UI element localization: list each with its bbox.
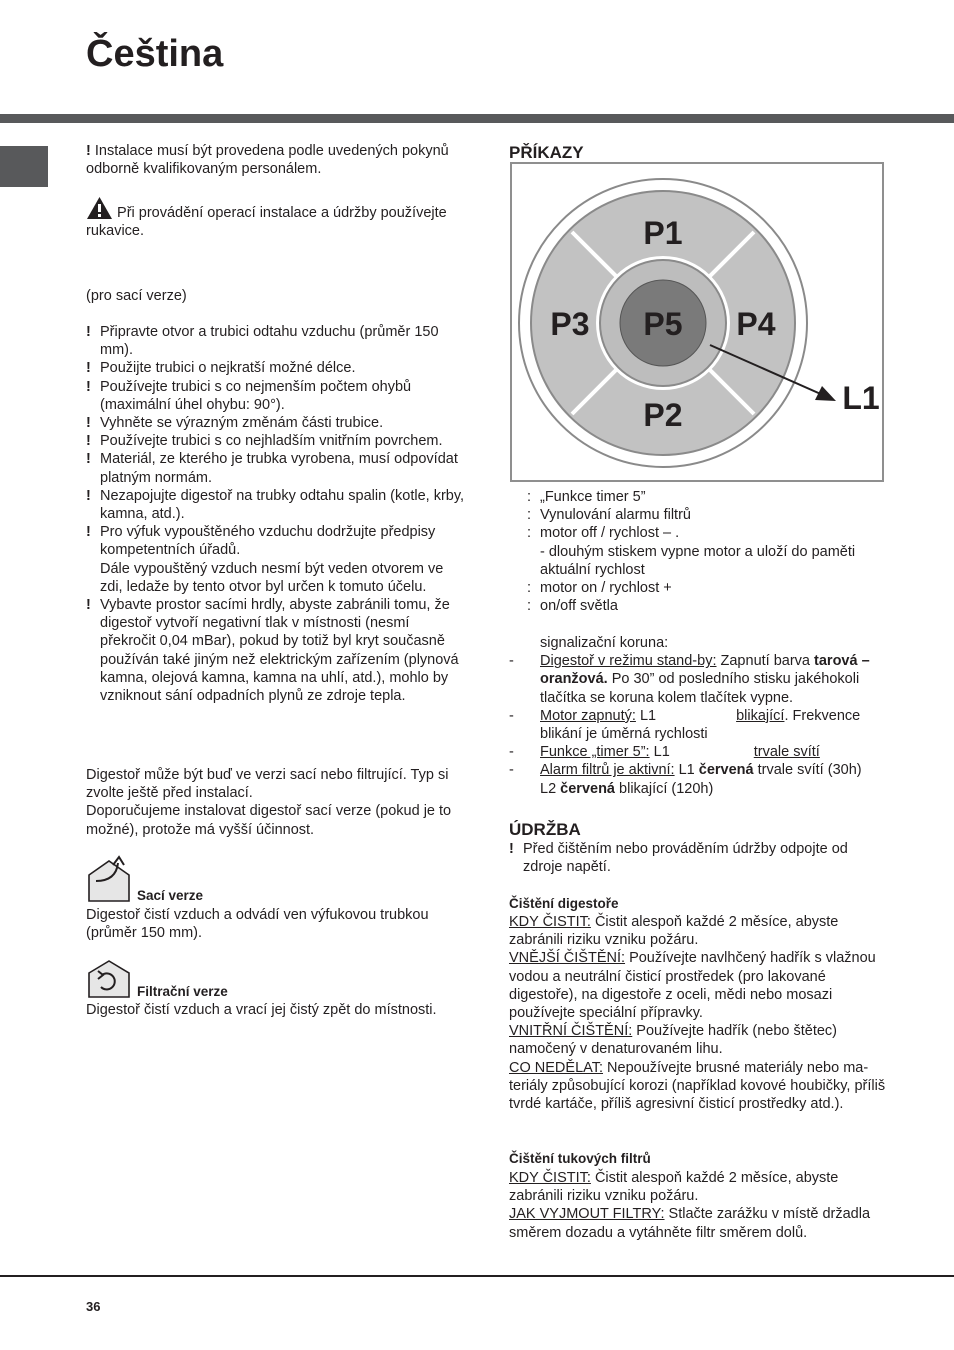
suction-version-title: Sací verze: [137, 888, 204, 903]
button-p4: P4: [736, 306, 776, 342]
list-item: - Funkce „timer 5”: L1 trvale svítí: [509, 744, 820, 761]
list-item: ! Připravte otvor a trubici odtahu vzduchu (průměr 150 mm).: [86, 324, 439, 359]
button-p1: P1: [643, 215, 683, 251]
installation-list: [86, 323, 466, 705]
hood-cleaning-text: KDY ČISTIT: Čistit alespoň každé 2 měsíce, abyste zabránili riziku vzniku požáru. VNĚJŠÍ ČIŠTĚNÍ: Používejte navlhčený hadřík s vlažnou vodou a neutrální čisticí prostředek (pro lakované digestoře), na digestoře z oceli, mědi nebo mosazi používejte speciální přípravky. VNITŘNÍ ČIŠTĚNÍ: Používejte hadřík (nebo štětec) namočený v denaturovaném lihu. CO NEDĚLAT: Nepoužívejte brusné materiály nebo ma- teriály způsobující korozi (například kovové houbičky, příliš tvrdé kartáče, příliš agresivní čisticí prostředky atd.).: [509, 914, 886, 1113]
list-item: : on/off světla: [527, 598, 618, 615]
grease-filter-text: KDY ČISTIT: Čistit alespoň každé 2 měsíce, abyste zabránili riziku vzniku požáru. JAK VYJMOUT FILTRY: Stlačte zarážku v místě držadla směrem dozadu a vytáhněte filtr směrem dolů.: [509, 1170, 871, 1241]
list-item: : Vynulování alarmu filtrů: [527, 507, 691, 524]
list-item: : motor off / rychlost – .: [527, 525, 680, 542]
maintenance-warning: ! Před čištěním nebo prováděním údržby odpojte od zdroje napětí.: [509, 841, 848, 876]
warning-icon: [86, 196, 113, 220]
suction-version-text: Digestoř čistí vzduch a odvádí ven výfukovou trubkou (průměr 150 mm).: [86, 907, 429, 942]
control-panel-diagram: [510, 162, 884, 482]
page-title: Čeština: [86, 33, 224, 75]
gloves-paragraph: Při provádění operací instalace a údržby používejte rukavice.: [86, 196, 466, 240]
page-number: 36: [86, 1299, 101, 1314]
list-item: Dále vypouštěný vzduch nesmí být veden otvorem ve zdi, ledaže by tento otvor byl určen k tomuto účelu.: [100, 560, 444, 595]
list-item: - Digestoř v režimu stand-by: Zapnutí barva tarová – oranžová. Po 30” od posledního stisku jakéhokoli tlačítka se koruna kolem tlačítek vypne.: [509, 653, 870, 706]
header-bar: [0, 114, 954, 123]
list-item: ! Vyhněte se výrazným změnám části trubice.: [86, 415, 384, 432]
signal-section: [509, 634, 889, 798]
list-item: : motor on / rychlost +: [527, 579, 672, 596]
maintenance-title: ÚDRŽBA: [509, 820, 581, 839]
list-item: - Motor zapnutý: L1 blikající. Frekvence blikání je úměrná rychlosti: [509, 707, 861, 743]
language-tab: [0, 146, 48, 187]
hood-cleaning-title: Čištění digestoře: [509, 896, 619, 911]
footer-line: [0, 1275, 954, 1277]
button-p2: P2: [643, 397, 683, 433]
list-item: ! Používejte trubici s co nejhladším vnitřním povrchem.: [86, 433, 443, 450]
list-item: ! Používejte trubici s co nejmenším počtem ohybů (maximální úhel ohybu: 90°).: [86, 378, 412, 413]
suction-version-icon: [86, 855, 132, 903]
signal-title: signalizační koruna:: [540, 635, 669, 651]
versions-paragraph: Digestoř může být buď ve verzi sací nebo filtrující. Typ si zvolte ještě před instalací. Doporučujeme instalovat digestoř sací verze (pokud je to možné), protože má vyšší účinnost.: [86, 767, 452, 838]
commands-list: [509, 488, 889, 615]
intro-paragraph: ! Instalace musí být provedena podle uvedených pokynů odborně kvalifikovaným personálem.: [86, 143, 449, 178]
list-item: ! Materiál, ze kterého je trubka vyrobena, musí odpovídat platným normám.: [86, 451, 458, 486]
list-item: ! Použijte trubici o nejkratší možné délce.: [86, 360, 356, 377]
suction-note: (pro sací verze): [86, 288, 187, 304]
button-p5: P5: [643, 306, 683, 342]
list-item: - Alarm filtrů je aktivní: L1 červená trvale svítí (30h) L2 červená blikající (120h): [509, 762, 862, 797]
filter-version-text: Digestoř čistí vzduch a vrací jej čistý zpět do místnosti.: [86, 1002, 437, 1018]
grease-filter-title: Čištění tukových filtrů: [509, 1151, 651, 1166]
filter-version-icon: [86, 959, 132, 999]
list-item: ! Nezapojujte digestoř na trubky odtahu spalin (kotle, krby, kamna, atd.).: [86, 487, 465, 523]
list-item: - dlouhým stiskem vypne motor a uloží do paměti aktuální rychlost: [540, 543, 856, 578]
label-l1: L1: [842, 380, 880, 416]
list-item: ! Pro výfuk vypouštěného vzduchu dodržujte předpisy kompetentních úřadů.: [86, 524, 436, 559]
button-p3: P3: [550, 306, 590, 342]
filter-version-title: Filtrační verze: [137, 984, 228, 999]
list-item: ! Vybavte prostor sacími hrdly, abyste zabránili tomu, že digestoř vytvoří negativní tlak v místnosti (nesmí překročit 0,04 mBar), pokud by totiž byl kryt současně používán také jiným než elektrickým zařízením (plynová kamna, olejová kamna, kamna na uhlí, atd.), mohlo by vzniknout sání odpadních plynů ze zdroje tepla.: [86, 597, 459, 705]
commands-title: PŘÍKAZY: [509, 143, 584, 162]
list-item: : „Funkce timer 5”: [527, 489, 646, 505]
